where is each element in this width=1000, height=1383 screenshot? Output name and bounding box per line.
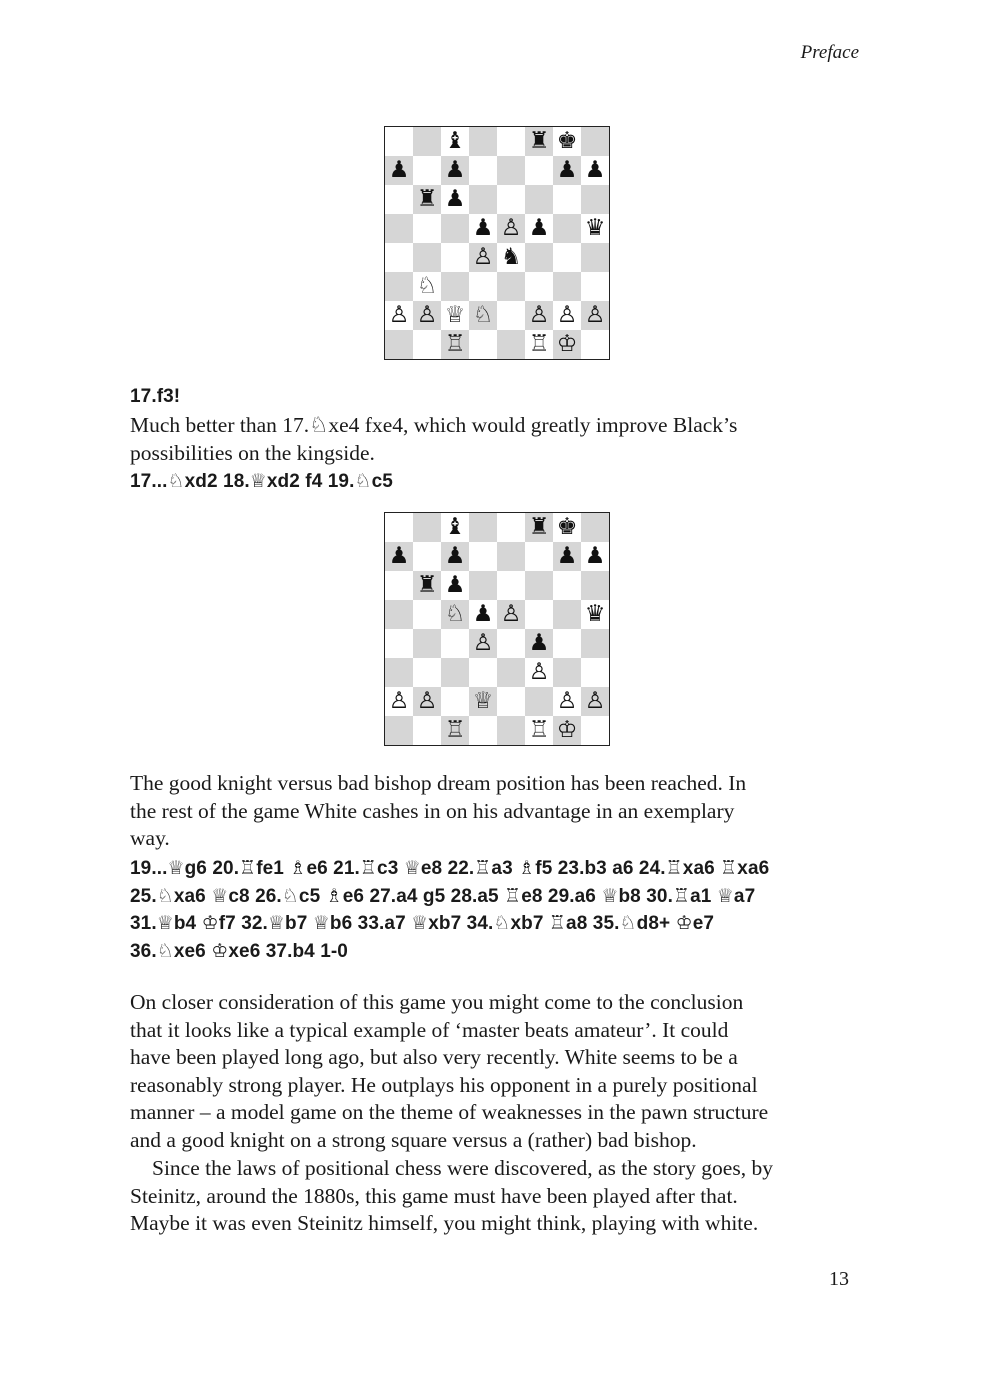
comment-19	[130, 770, 870, 853]
board-square	[581, 513, 609, 542]
board-square	[469, 272, 497, 301]
board-square	[525, 272, 553, 301]
chess-piece: ♖	[441, 716, 469, 745]
board-square	[553, 658, 581, 687]
chess-piece: ♙	[385, 301, 413, 330]
paragraph-1	[130, 989, 870, 1154]
board-square	[581, 658, 609, 687]
running-header: Preface	[800, 42, 859, 63]
board-square	[413, 513, 441, 542]
chess-piece: ♖	[441, 330, 469, 359]
board-square	[581, 716, 609, 745]
board-square	[413, 600, 441, 629]
board-square	[441, 629, 469, 658]
board-square	[581, 629, 609, 658]
board-square	[385, 185, 413, 214]
board-square	[385, 629, 413, 658]
chess-piece: ♙	[469, 629, 497, 658]
chess-piece: ♙	[413, 687, 441, 716]
chess-piece: ♙	[525, 301, 553, 330]
chess-piece: ♖	[525, 330, 553, 359]
board-square	[413, 542, 441, 571]
board-square	[413, 243, 441, 272]
text-line: The good knight versus bad bishop dream position has been reached. In	[130, 771, 747, 795]
board-square	[385, 214, 413, 243]
chess-piece: ♙	[497, 214, 525, 243]
chess-piece: ♔	[553, 716, 581, 745]
chess-piece: ♙	[413, 301, 441, 330]
chess-piece: ♘	[441, 600, 469, 629]
board-square	[469, 571, 497, 600]
text-line: Since the laws of positional chess were discovered, as the story goes, by	[152, 1156, 773, 1180]
page-number: 13	[829, 1268, 849, 1290]
text-line: and a good knight on a strong square versus a (rather) bad bishop.	[130, 1127, 697, 1152]
chess-piece: ♕	[469, 687, 497, 716]
board-square	[525, 600, 553, 629]
board-square	[469, 185, 497, 214]
board-square	[553, 214, 581, 243]
board-square	[553, 600, 581, 629]
chess-piece: ♜	[525, 513, 553, 542]
board-square	[553, 243, 581, 272]
chess-piece: ♟	[441, 156, 469, 185]
board-square	[413, 658, 441, 687]
board-square	[497, 330, 525, 359]
board-square	[385, 127, 413, 156]
text-line: Maybe it was even Steinitz himself, you might think, playing with white.	[130, 1211, 759, 1235]
board-square	[413, 156, 441, 185]
chess-piece: ♜	[413, 185, 441, 214]
board-square	[497, 629, 525, 658]
text-line: manner – a model game on the theme of weaknesses in the pawn structure	[130, 1100, 769, 1124]
board-square	[581, 243, 609, 272]
move-line: 31.♕b4 ♔f7 32.♕b7 ♕b6 33.a7 ♕xb7 34.♘xb7 ♖a8 35.♘d8+ ♔e7	[130, 913, 715, 934]
board-square	[469, 330, 497, 359]
board-square	[553, 185, 581, 214]
chess-piece: ♟	[441, 185, 469, 214]
board-square	[385, 243, 413, 272]
board-square	[413, 127, 441, 156]
chess-piece: ♘	[469, 301, 497, 330]
board-square	[413, 214, 441, 243]
board-square	[497, 571, 525, 600]
board-square	[385, 658, 413, 687]
board-square	[385, 513, 413, 542]
board-square	[525, 542, 553, 571]
board-square	[581, 127, 609, 156]
board-square	[497, 513, 525, 542]
chess-piece: ♙	[581, 687, 609, 716]
move-line: 25.♘xa6 ♕c8 26.♘c5 ♗e6 27.a4 g5 28.a5 ♖e8 29.a6 ♕b8 30.♖a1 ♕a7	[130, 885, 756, 907]
chess-piece: ♟	[553, 156, 581, 185]
chess-piece: ♜	[525, 127, 553, 156]
text-line: have been played long ago, but also very recently. White seems to be a	[130, 1045, 738, 1069]
board-square	[469, 513, 497, 542]
chess-piece: ♚	[553, 513, 581, 542]
chess-piece: ♘	[413, 272, 441, 301]
text-line: the rest of the game White cashes in on his advantage in an exemplary	[130, 798, 735, 823]
chess-piece: ♟	[441, 542, 469, 571]
chess-piece: ♟	[385, 542, 413, 571]
board-square	[553, 272, 581, 301]
chess-piece: ♕	[441, 301, 469, 330]
chess-piece: ♟	[581, 542, 609, 571]
board-square	[385, 272, 413, 301]
chess-piece: ♙	[553, 687, 581, 716]
chess-piece: ♙	[581, 301, 609, 330]
chess-piece: ♚	[553, 127, 581, 156]
move-line: 36.♘xe6 ♔xe6 37.b4 1-0	[130, 940, 348, 962]
board-square	[581, 330, 609, 359]
chess-piece: ♙	[553, 301, 581, 330]
board-square	[385, 716, 413, 745]
chess-piece: ♔	[553, 330, 581, 359]
chess-piece: ♜	[413, 571, 441, 600]
chess-piece: ♙	[469, 243, 497, 272]
chess-piece: ♟	[441, 571, 469, 600]
board-square	[441, 272, 469, 301]
text-line: that it looks like a typical example of ‘master beats amateur’. It could	[130, 1017, 729, 1042]
board-square	[469, 127, 497, 156]
text-line: On closer consideration of this game you might come to the conclusion	[130, 990, 744, 1014]
board-square	[497, 272, 525, 301]
board-square	[469, 658, 497, 687]
chess-piece: ♛	[581, 214, 609, 243]
board-square	[497, 658, 525, 687]
board-square	[553, 629, 581, 658]
text-line: Steinitz, around the 1880s, this game must have been played after that.	[130, 1183, 738, 1208]
board-square	[385, 330, 413, 359]
chess-piece: ♟	[385, 156, 413, 185]
chess-piece: ♙	[385, 687, 413, 716]
move-line: 19...♕g6 20.♖fe1 ♗e6 21.♖c3 ♕e8 22.♖a3 ♗f5 23.b3 a6 24.♖xa6 ♖xa6	[130, 858, 770, 879]
board-square	[385, 571, 413, 600]
board-square	[497, 127, 525, 156]
chess-piece: ♛	[581, 600, 609, 629]
chess-piece: ♞	[497, 243, 525, 272]
chess-piece: ♟	[469, 214, 497, 243]
board-square	[497, 185, 525, 214]
chess-diagram-2	[384, 512, 610, 746]
chess-piece: ♟	[581, 156, 609, 185]
board-square	[497, 716, 525, 745]
board-square	[581, 185, 609, 214]
text-line: reasonably strong player. He outplays his opponent in a purely positional	[130, 1072, 758, 1097]
comment-17	[130, 412, 870, 467]
board-square	[385, 600, 413, 629]
chess-piece: ♙	[525, 658, 553, 687]
board-square	[469, 156, 497, 185]
board-square	[469, 716, 497, 745]
chess-piece: ♝	[441, 127, 469, 156]
move-17: 17.f3!	[130, 386, 181, 407]
chess-piece: ♖	[525, 716, 553, 745]
chess-piece: ♟	[469, 600, 497, 629]
board-square	[525, 571, 553, 600]
paragraph-2	[130, 1155, 870, 1238]
chess-piece: ♟	[525, 629, 553, 658]
chess-piece: ♟	[553, 542, 581, 571]
board-square	[497, 687, 525, 716]
moves-17-19: 17...♘xd2 18.♕xd2 f4 19.♘c5	[130, 471, 393, 492]
board-square	[525, 243, 553, 272]
text-line: possibilities on the kingside.	[130, 440, 375, 465]
board-square	[553, 571, 581, 600]
board-square	[441, 687, 469, 716]
board-square	[525, 156, 553, 185]
chess-piece: ♟	[525, 214, 553, 243]
board-square	[441, 243, 469, 272]
board-square	[441, 214, 469, 243]
board-square	[413, 330, 441, 359]
text-line: way.	[130, 826, 170, 850]
board-square	[469, 542, 497, 571]
board-square	[525, 687, 553, 716]
board-square	[413, 716, 441, 745]
chess-piece: ♙	[497, 600, 525, 629]
board-square	[497, 156, 525, 185]
board-square	[581, 571, 609, 600]
board-square	[525, 185, 553, 214]
board-square	[441, 658, 469, 687]
board-square	[497, 542, 525, 571]
chess-piece: ♝	[441, 513, 469, 542]
final-moves	[130, 855, 769, 965]
chess-diagram-1	[384, 126, 610, 360]
board-square	[581, 272, 609, 301]
board-square	[413, 629, 441, 658]
text-line: Much better than 17.♘xe4 fxe4, which would greatly improve Black’s	[130, 413, 738, 437]
board-square	[497, 301, 525, 330]
